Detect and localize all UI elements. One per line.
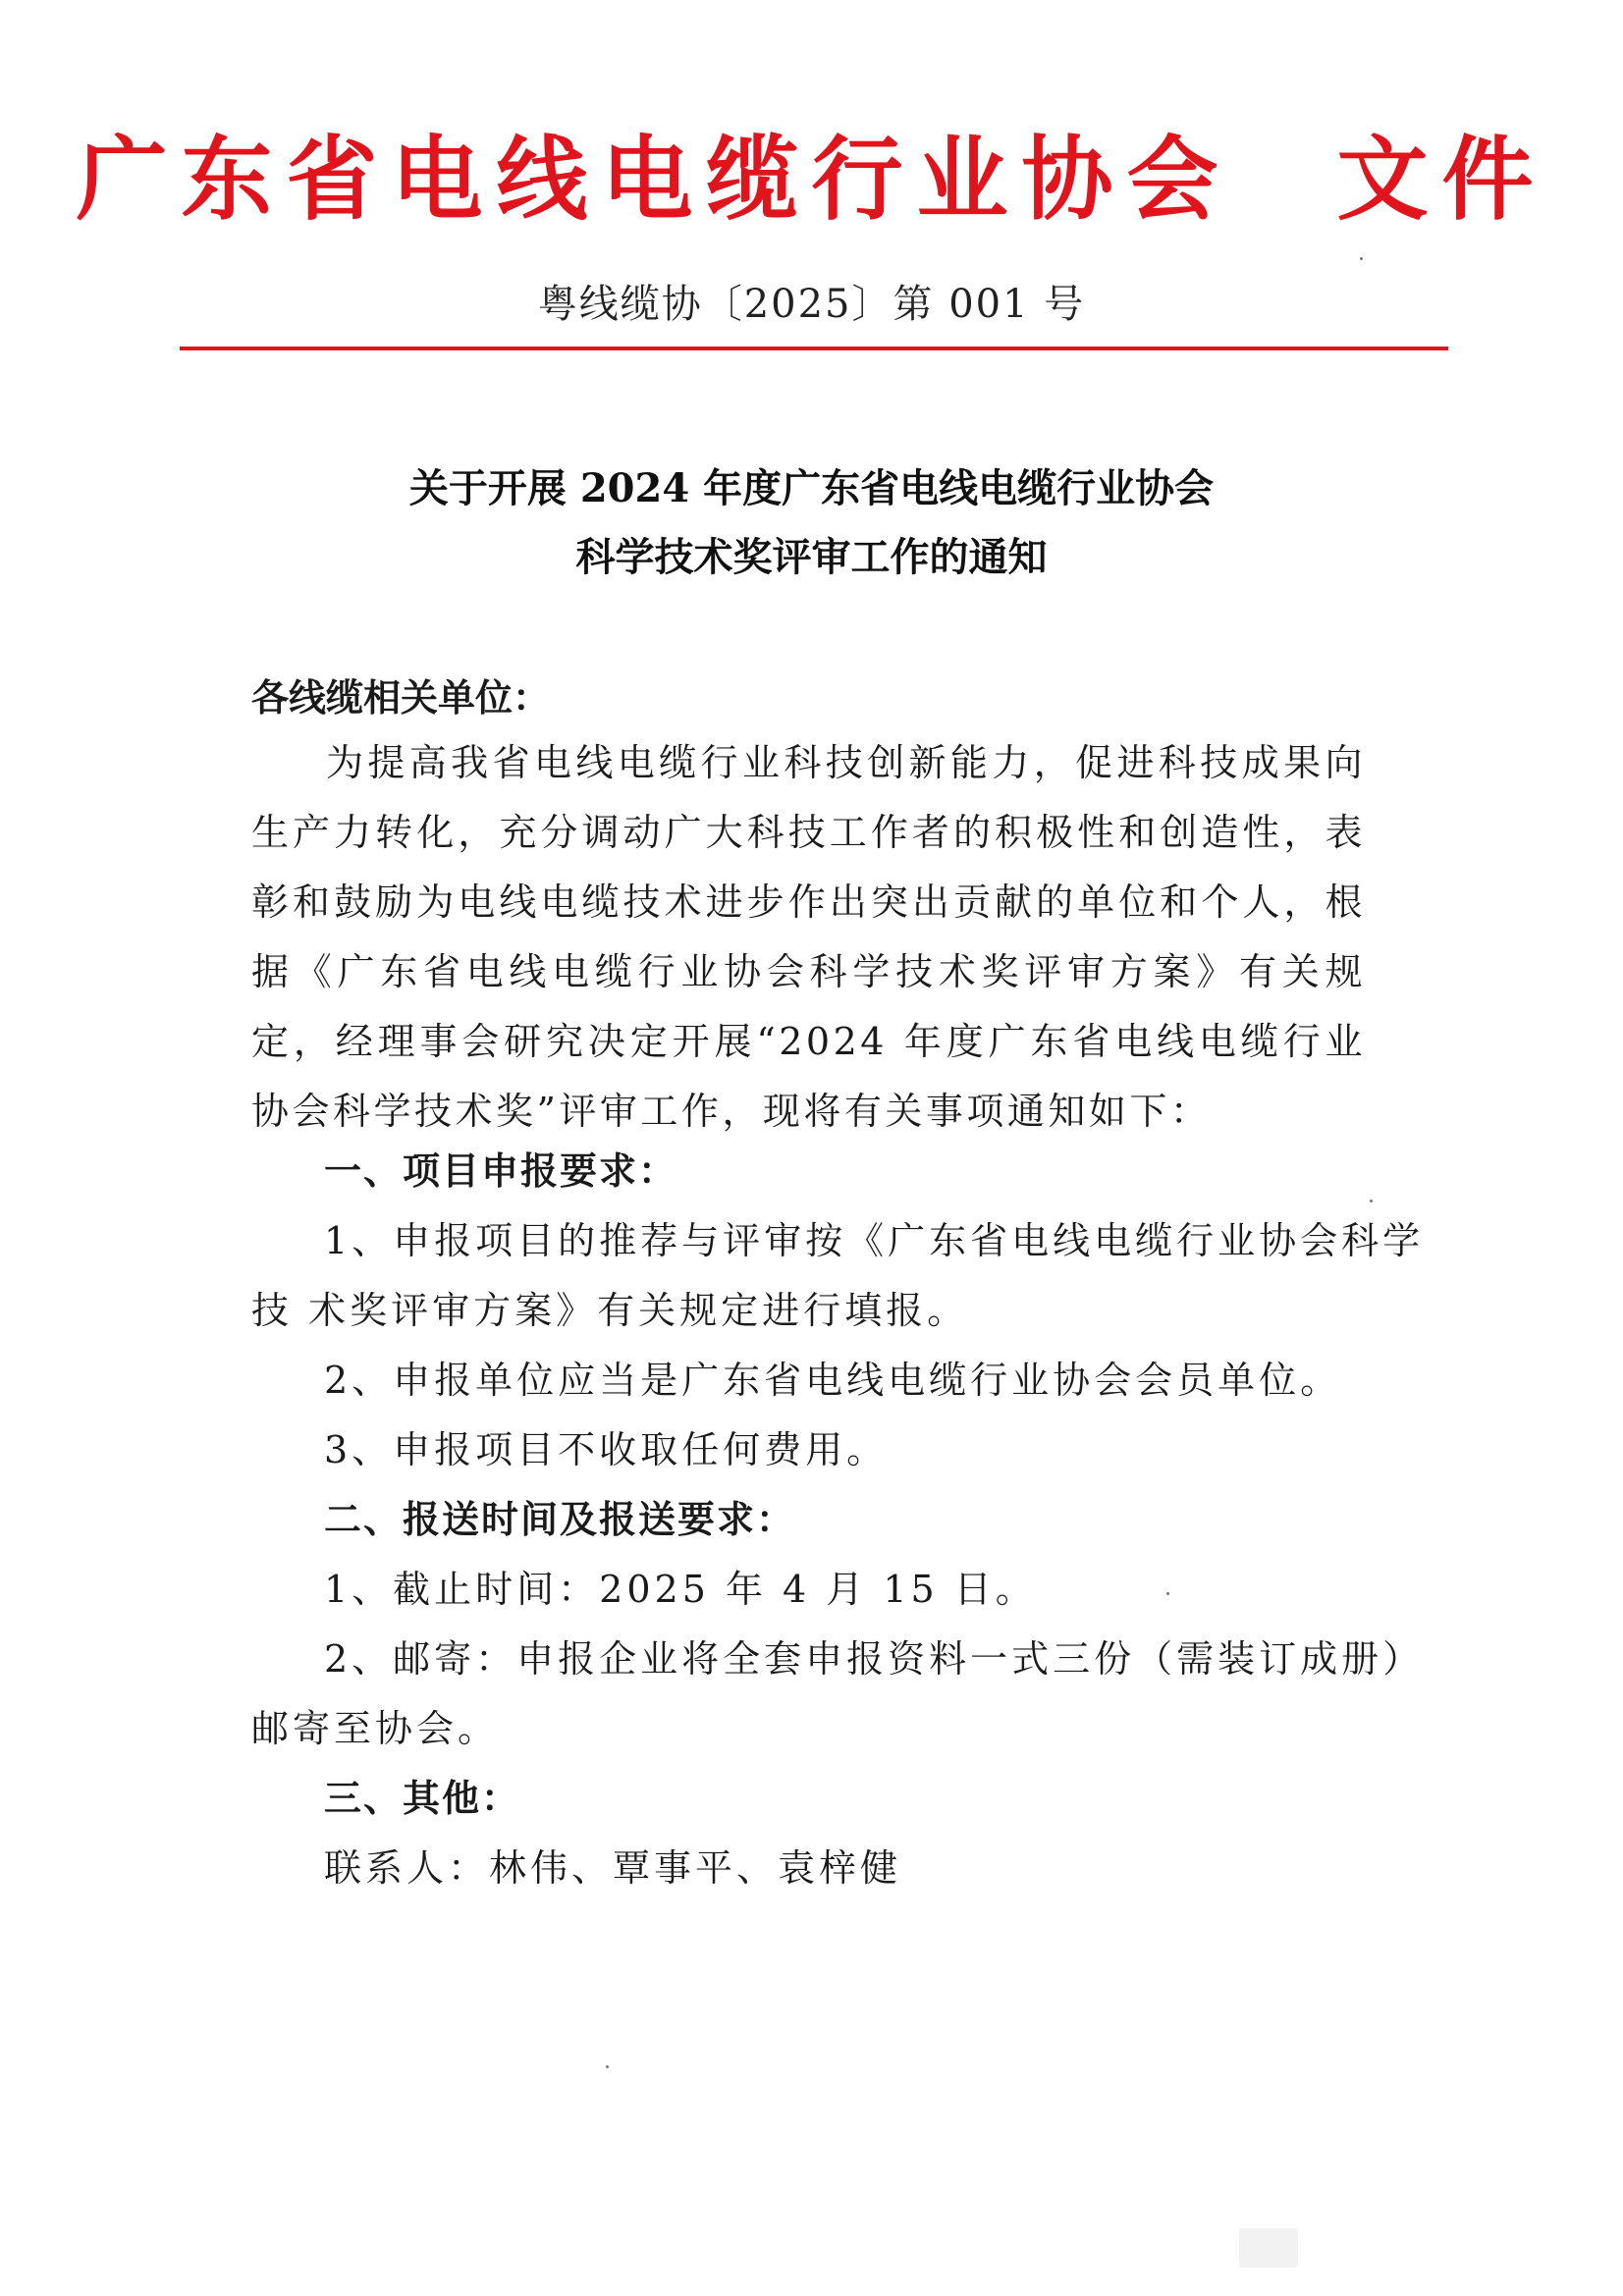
contact-line: 联系人：林伟、覃事平、袁梓健 xyxy=(324,1846,902,1890)
section-2-item-2: 2、邮寄：申报企业将全套申报资料一式三份（需装订成册） xyxy=(324,1637,1425,1681)
title-line-2: 科学技术奖评审工作的通知 xyxy=(575,534,1048,580)
issuer-header: 广东省电线电缆行业协会 文件 xyxy=(76,127,1547,233)
section-1-item-3: 3、申报项目不收取任何费用。 xyxy=(324,1428,889,1471)
intro-paragraph: 为提高我省电线电缆行业科技创新能力，促进科技成果向生产力转化，充分调动广大科技工作者的积极性和创造性，表彰和鼓励为电线电缆技术进步作出突出贡献的单位和个人，根据《广东省电线电缆行业协会科学技术奖评审方案》有关规定，经理事会研究决定开展“2024 年度广东省电线电缆行业协会科学技术奖”评审工作，现将有关事项通知如下： xyxy=(251,741,1366,1133)
scan-speck xyxy=(1360,257,1363,260)
section-heading-3: 三、其他： xyxy=(324,1777,521,1820)
section-1-item-2: 2、申报单位应当是广东省电线电缆行业协会会员单位。 xyxy=(324,1359,1342,1402)
section-2-item-2-cont: 邮寄至协会。 xyxy=(251,1707,500,1750)
scan-speck xyxy=(606,2065,609,2068)
document-number: 粤线缆协〔2025〕第 001 号 xyxy=(537,282,1086,327)
section-1-item-1: 1、申报项目的推荐与评审按《广东省电线电缆行业协会科学 xyxy=(324,1219,1425,1262)
title-line-1: 关于开展 2024 年度广东省电线电缆行业协会 xyxy=(408,465,1215,511)
scan-speck xyxy=(1166,1592,1169,1595)
section-heading-1: 一、项目申报要求： xyxy=(324,1149,678,1193)
section-2-item-1: 1、截止时间：2025 年 4 月 15 日。 xyxy=(324,1568,1037,1611)
scan-speck xyxy=(1370,1200,1373,1202)
salutation: 各线缆相关单位： xyxy=(251,676,551,720)
red-divider xyxy=(180,347,1448,350)
section-1-item-1-cont: 技 术奖评审方案》有关规定进行填报。 xyxy=(251,1289,969,1332)
section-heading-2: 二、报送时间及报送要求： xyxy=(324,1498,796,1541)
scan-smudge xyxy=(1239,2228,1298,2268)
